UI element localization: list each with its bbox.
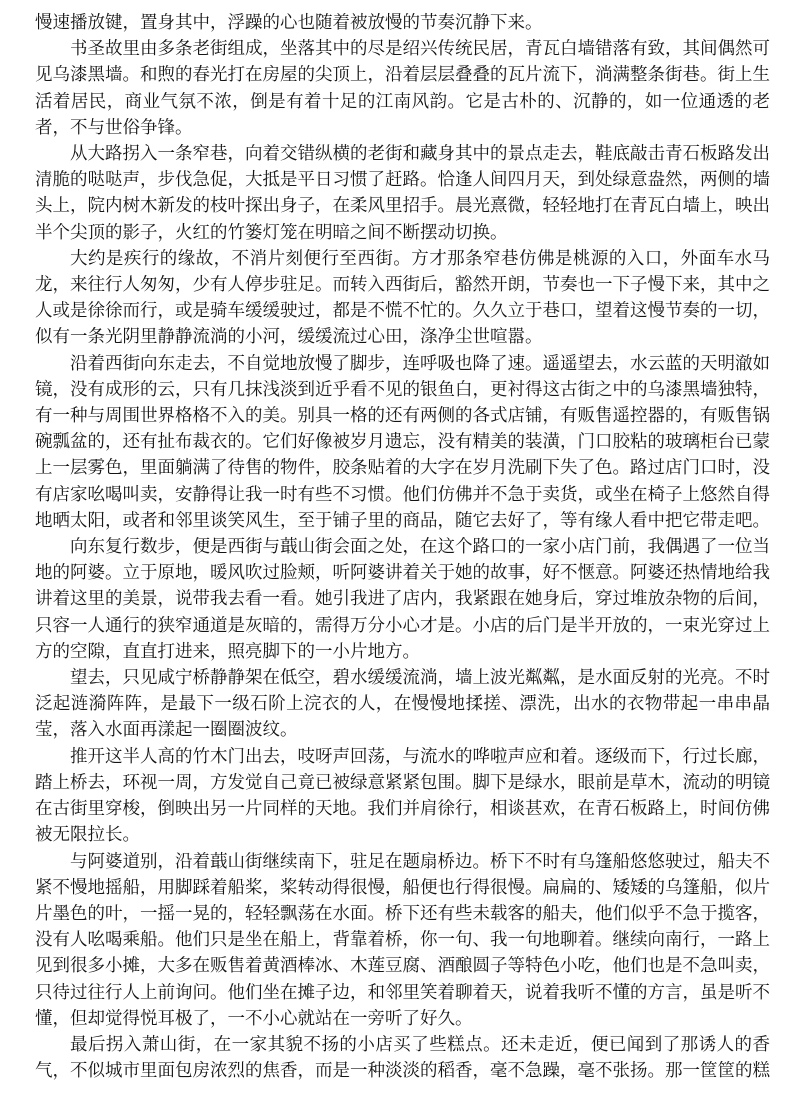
paragraph: 书圣故里由多条老街组成，坐落其中的尽是绍兴传统民居，青瓦白墙错落有致，其间偶然可见乌漆黑墙。和煦的春光打在房屋的尖顶上，沿着层层叠叠的瓦片流下，淌满整条街巷。街上生活着居民，商业气氛不浓，倒是有着十足的江南风韵。它是古朴的、沉静的，如一位通透的老者，不与世俗争锋。 [35,38,770,137]
paragraph-continuation: 慢速播放键，置身其中，浮躁的心也随着被放慢的节奏沉静下来。 [35,12,543,32]
paragraph: 向东复行数步，便是西街与蕺山街会面之处，在这个路口的一家小店门前，我偶遇了一位当地的阿婆。立于原地，暖风吹过脸颊，听阿婆讲着关于她的故事，好不惬意。阿婆还热情地给我讲着这里的美景，说带我去看一看。她引我进了店内，我紧跟在她身后，穿过堆放杂物的后间，只容一人通行的狭窄通道是灰暗的，需得万分小心才是。小店的后门是半开放的，一束光穿过上方的空隙，直直打进来，照亮脚下的一小片地方。 [35,536,770,661]
paragraph: 从大路拐入一条窄巷，向着交错纵横的老街和藏身其中的景点走去，鞋底敲击青石板路发出清脆的哒哒声，步伐急促，大抵是平日习惯了赶路。恰逢人间四月天，到处绿意盎然，两侧的墙头上，院内树木新发的枝叶探出身子，在柔风里招手。晨光熹微，轻轻地打在青瓦白墙上，映出半个尖顶的影子，火红的竹篓灯笼在明暗之间不断摆动切换。 [35,143,770,242]
paragraph: 与阿婆道别，沿着蕺山街继续南下，驻足在题扇桥边。桥下不时有乌篷船悠悠驶过，船夫不紧不慢地摇船，用脚踩着船桨，桨转动得很慢，船便也行得很慢。扁扁的、矮矮的乌篷船，似片片墨色的叶，一摇一晃的，轻轻飘荡在水面。桥下还有些未载客的船夫，他们似乎不急于揽客，没有人吆喝乘船。他们只是坐在船上，背靠着桥，你一句、我一句地聊着。继续向南行，一路上见到很多小摊，大多在贩售着黄酒棒冰、木莲豆腐、酒酿圆子等特色小吃，他们也是不急叫卖，只待过往行人上前询问。他们坐在摊子边，和邻里笑着聊着天，说着我听不懂的方言，虽是听不懂，但却觉得悦耳极了，一不小心就站在一旁听了好久。 [35,850,770,1028]
paragraph: 最后拐入萧山街，在一家其貌不扬的小店买了些糕点。还未走近，便已闻到了那诱人的香气，不似城市里面包房浓烈的焦香，而是一种淡淡的稻香，毫不急躁，毫不张扬。那一筐筐的糕 [35,1033,770,1081]
paragraph: 推开这半人高的竹木门出去，吱呀声回荡，与流水的哗啦声应和着。逐级而下，行过长廊，踏上桥去，环视一周，方发觉自己竟已被绿意紧紧包围。脚下是绿水，眼前是草木，流动的明镜在古街里穿梭，倒映出另一片同样的天地。我们并肩徐行，相谈甚欢，在青石板路上，时间仿佛被无限拉长。 [35,745,770,845]
paragraph: 大约是疾行的缘故，不消片刻便行至西街。方才那条窄巷仿佛是桃源的入口，外面车水马龙，来往行人匆匆，少有人停步驻足。而转入西街后，豁然开朗，节奏也一下子慢下来，其中之人或是徐徐而行，或是骑车缓缓驶过，都是不慌不忙的。久久立于巷口，望着这慢节奏的一切，似有一条光阴里静静流淌的小河，缓缓流过心田，涤净尘世喧嚣。 [35,247,770,347]
paragraph: 沿着西街向东走去，不自觉地放慢了脚步，连呼吸也降了速。遥遥望去，水云蓝的天明澈如镜，没有成形的云，只有几抹浅淡到近乎看不见的银鱼白，更衬得这古街之中的乌漆黑墙独特，有一种与周围世界格格不入的美。别具一格的还有两侧的各式店铺，有贩售遥控器的，有贩售锅碗瓢盆的，还有扯布裁衣的。它们好像被岁月遗忘，没有精美的装潢，门口胶粘的玻璃柜台已蒙上一层雾色，里面躺满了待售的物件，胶条贴着的大字在岁月洗刷下失了色。路过店门口时，没有店家吆喝叫卖，安静得让我一时有些不习惯。他们仿佛并不急于卖货，或坐在椅子上悠然自得地晒太阳，或者和邻里谈笑风生，至于铺子里的商品，随它去好了，等有缘人看中把它带走吧。 [35,352,770,530]
paragraph: 望去，只见咸宁桥静静架在低空，碧水缓缓流淌，墙上波光粼粼，是水面反射的光亮。不时泛起涟漪阵阵，是最下一级石阶上浣衣的人，在慢慢地揉搓、漂洗，出水的衣物带起一串串晶莹，落入水面再漾起一圈圈波纹。 [35,667,770,740]
